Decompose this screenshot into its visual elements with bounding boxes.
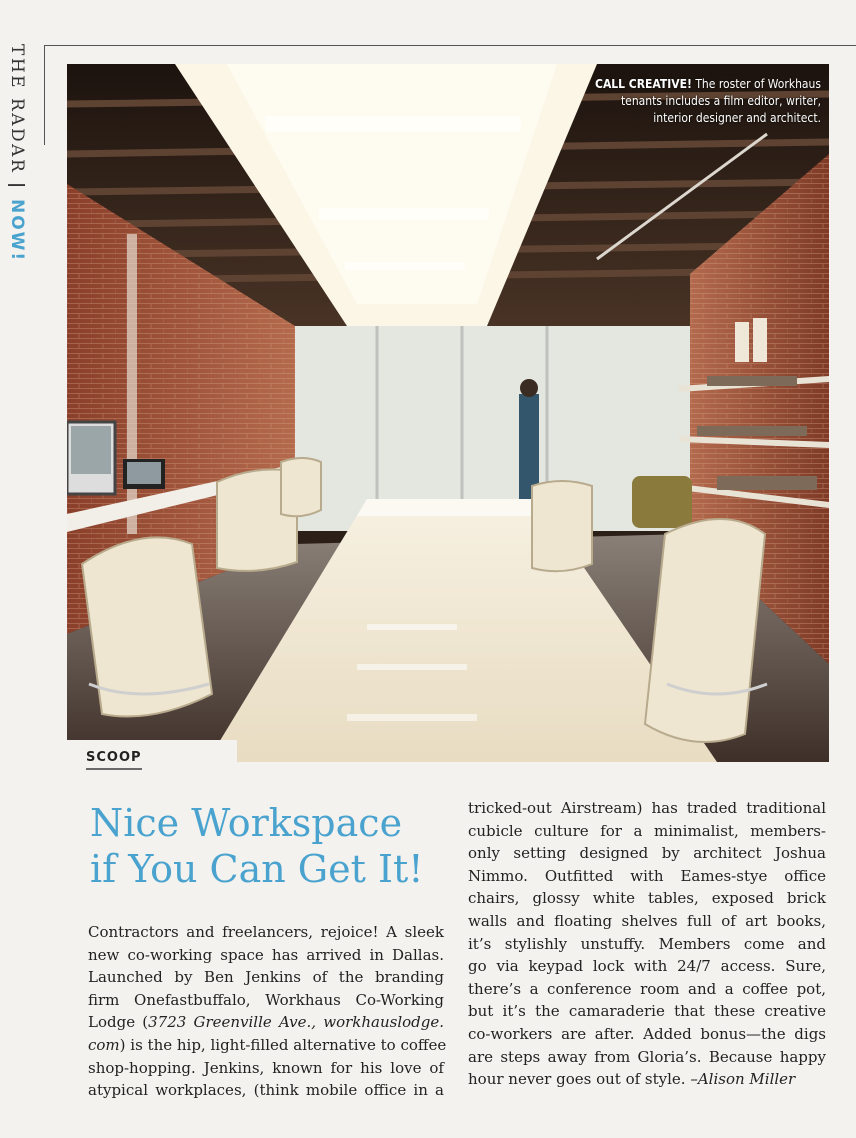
caption-body-1: The roster of Workhaus [695,77,821,91]
address-text: 3723 Greenville Ave., workhauslodge. [148,1013,444,1032]
section-tab [7,44,27,262]
body-line: tricked-out Airstream) has traded traditional [468,799,826,817]
office-photo-illustration [67,64,829,762]
kicker-label: SCOOP [86,750,142,770]
body-line-address-end [88,1034,447,1057]
body-line: new co-working space has arrived in Dallas. [88,945,444,964]
address-prefix: Lodge ( [88,1013,149,1032]
body-line: chairs, glossy white tables, exposed brick [468,889,826,908]
article-column-2 [468,797,826,1091]
body-line: are steps away from Gloria’s. Because happy [468,1047,826,1066]
body-line: walls and floating shelves full of art books, [468,911,826,930]
photo-caption [521,76,821,127]
body-line: firm Onefastbuffalo, Workhaus Co-Working [88,990,444,1009]
body-line-final [468,1068,826,1091]
body-line: Contractors and freelancers, rejoice! A sleek [88,923,444,941]
body-line: Nimmo. Outfitted with Eames-stye office [468,866,826,885]
section-name: THE RADAR [7,44,27,175]
top-rule [44,45,856,46]
body-line: only setting designed by architect Joshua [468,844,826,863]
section-separator: | [7,182,27,191]
body-line: cubicle culture for a minimalist, members- [468,821,826,840]
body-line: Launched by Ben Jenkins of the branding [88,968,444,987]
caption-body-2: tenants includes a film editor, writer, [620,94,821,108]
office-photo [67,64,829,762]
headline-line-1: Nice Workspace [90,801,403,845]
body-line: go via keypad lock with 24/7 access. Sure, [468,957,826,976]
byline: –Alison Miller [690,1070,796,1089]
caption-body-3: interior designer and architect. [653,111,821,125]
body-line-address [88,1011,444,1034]
headline-line-2: if You Can Get It! [90,847,424,891]
side-rule [44,45,45,145]
body-line: there’s a conference room and a coffee pot, [468,979,826,998]
body-line: atypical workplaces, (think mobile office in a [88,1081,444,1100]
address-text-end: com [88,1035,120,1054]
final-sentence: hour never goes out of style. [468,1070,691,1089]
body-line: but it’s the camaraderie that these creative [468,1002,826,1021]
body-line: shop-hopping. Jenkins, known for his love of [88,1058,444,1077]
caption-lead: CALL CREATIVE! [595,77,692,91]
article-headline [90,800,470,892]
section-sub: NOW! [7,198,27,263]
article-column-1 [88,921,447,1102]
body-line: co-workers are after. Added bonus—the digs [468,1024,826,1043]
body-line: it’s stylishly unstuffy. Members come and [468,934,826,953]
address-suffix: ) is the hip, light-filled alternative to coffee [119,1035,447,1054]
